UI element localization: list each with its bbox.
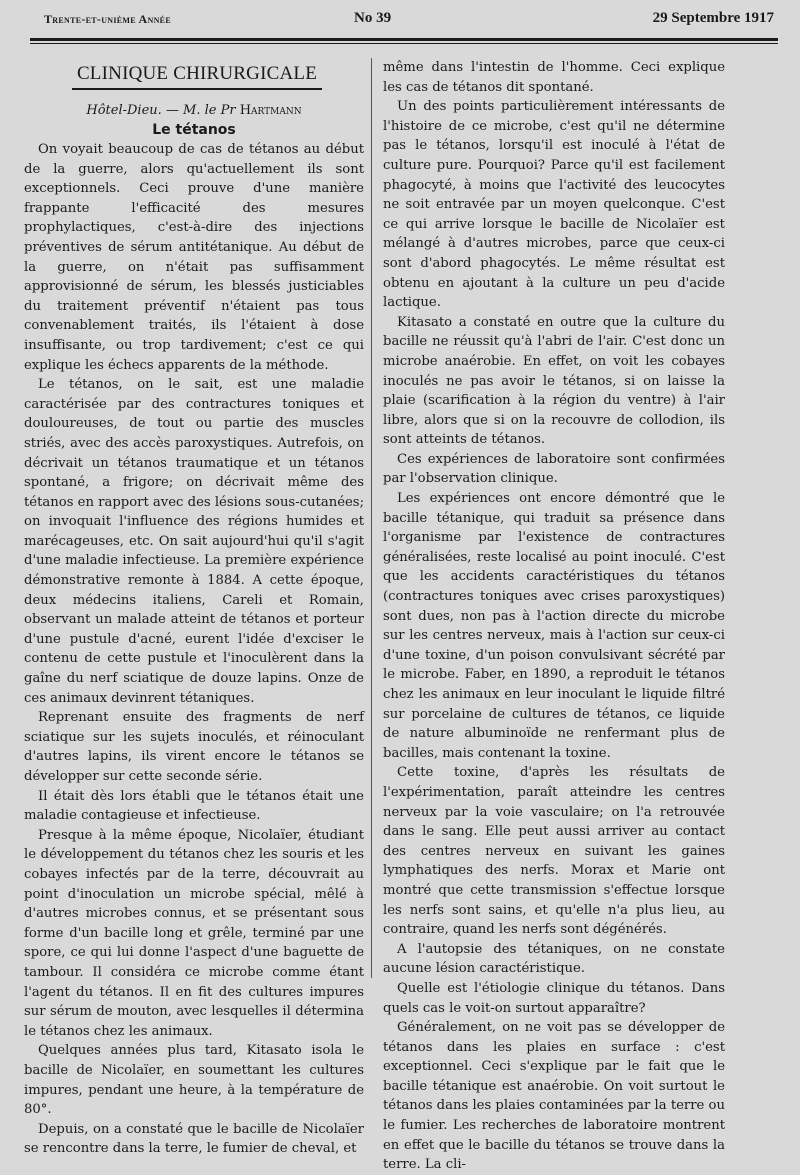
issue-date: 29 Septembre 1917 (652, 10, 774, 26)
paragraph: Il était dès lors établi que le tétanos était une maladie contagieuse et infectieuse. (24, 788, 364, 824)
paragraph: Un des points particulièrement intéressants de l'histoire de ce microbe, c'est qu'il ne détermine pas le tétanos, lorsqu'il est inoculé à l'état de culture pure. Pourquoi? Parce qu'il est facilement phagocyté, à moins que l'activité des leucocytes ne soit entravée par un moyen quelconque. C'est ce qui arrive lorsque le bacille de Nicolaïer est mélangé à d'autres microbes, parce que ceux-ci sont d'abord phagocytés. Le même résultat est obtenu en ajoutant à la culture un peu d'acide lactique. (383, 99, 725, 311)
paragraph: Reprenant ensuite des fragments de nerf sciatique sur les sujets inoculés, et réinoculant d'autres lapins, ils virent encore le tétanos se développer sur cette seconde série. (24, 710, 364, 784)
paragraph: On voyait beaucoup de cas de tétanos au début de la guerre, alors qu'actuellement ils sont exceptionnels. Ceci prouve d'une manière frappante l'efficacité des mesures prophylactiques, c'est-à-dire des injections préventives de sérum antitétanique. Au début de la guerre, on n'était pas suffisamment approvisionné de sérum, les blessés justiciables du traitement préventif n'étaient pas tous convenablement traités, ils l'étaient à dose insuffisante, ou trop tardivement; c'est ce qui explique les échecs apparents de la méthode. (24, 142, 364, 373)
paragraph: Ces expériences de laboratoire sont confirmées par l'observation clinique. (383, 451, 725, 487)
issue-number: No 39 (354, 10, 392, 26)
paragraph: Généralement, on ne voit pas se développer de tétanos dans les plaies en surface : c'est exceptionnel. Ceci s'explique par le fait que le bacille tétanique est anaérobie. On voit surtout le tétanos dans les plaies contaminées par la terre ou le fumier. Les recherches de laboratoire montrent en effet que le bacille du tétanos se trouve dans la terre. La cli- (383, 1020, 725, 1173)
paragraph: même dans l'intestin de l'homme. Ceci explique les cas de tétanos dit spontané. (383, 60, 725, 95)
header-rule (30, 38, 778, 41)
byline-author: Hartmann (239, 103, 302, 118)
page-header (44, 8, 774, 34)
paragraph: Le tétanos, on le sait, est une maladie caractérisée par des contractures toniques et douloureuses, de tout ou partie des muscles striés, avec des accès paroxystiques. Autrefois, on décrivait un tétanos traumatique et un tétanos spontané, a frigore; on décrivait même des tétanos en rapport avec des lésions sous-cutanées; on invoquait l'influence des régions humides et marécageuses, etc. On sait aujourd'hui qu'il s'agit d'une maladie infectieuse. La première expérience démonstrative remonte à 1884. A cette époque, deux médecins italiens, Careli et Romain, observant un malade atteint de tétanos et porteur d'une pustule d'acné, eurent l'idée d'exciser le contenu de cette pustule et l'inoculèrent dans la gaîne du nerf sciatique de douze lapins. Onze de ces animaux devinrent tétaniques. (24, 377, 365, 706)
article-title: Le tétanos (152, 122, 236, 138)
paragraph: A l'autopsie des tétaniques, on ne constate aucune lésion caractéristique. (383, 941, 725, 977)
section-rubric: CLINIQUE CHIRURGICALE (72, 60, 322, 90)
paragraph: Presque à la même époque, Nicolaïer, étudiant le développement du tétanos chez les souris et les cobayes infectés par de la terre, découvrait au point d'inoculation un microbe spécial, mêlé à d'autres microbes connus, et se présentant sous forme d'un bacille long et grêle, terminé par une spore, ce qui lui donne l'aspect d'une baguette de tambour. Il considéra ce microbe comme étant l'agent du tétanos. Il en fit des cultures impures sur sérum de mouton, avec lesquelles il détermina le tétanos chez les animaux. (24, 827, 364, 1039)
paragraph: Kitasato a constaté en outre que la culture du bacille ne réussit qu'à l'abri de l'air. C'est donc un microbe anaérobie. En effet, on voit les cobayes inoculés ne pas avoir le tétanos, si on laisse la plaie (scarification à la région du ventre) à l'air libre, alors que si on la recouvre de collodion, ils sont atteints de tétanos. (383, 314, 725, 448)
paragraph: Les expériences ont encore démontré que le bacille tétanique, qui traduit sa présence dans l'organisme par l'existence de contractures généralisées, reste localisé au point inoculé. C'est que les accidents caractéristiques du tétanos (contractures toniques avec crises paroxystiques) sont dues, non pas à l'action directe du microbe sur les centres nerveux, mais à l'action sur ceux-ci d'une toxine, d'un poison convulsivant sécrété par le microbe. Faber, en 1890, a reproduit le tétanos chez les animaux en leur inoculant le liquide filtré sur porcelaine de cultures de tétanos, ce liquide de nature albuminoïde ne renfermant plus de bacilles, mais contenant la toxine. (383, 491, 725, 761)
left-column (24, 58, 364, 1159)
paragraph: Cette toxine, d'après les résultats de l'expérimentation, paraît atteindre les centres nerveux par la voie vasculaire; on l'a retrouvée dans le sang. Elle peut aussi arriver au contact des centres nerveux en suivant les gaines lymphatiques des nerfs. Morax et Marie ont montré que cette transmission s'effectue lorsque les nerfs sont sains, et qu'elle n'a plus lieu, au contraire, quand les nerfs sont dégénérés. (383, 765, 725, 938)
byline (24, 102, 364, 120)
journal-year: Trente-et-unième Année (44, 12, 171, 26)
paragraph: Depuis, on a constaté que le bacille de Nicolaïer se rencontre dans la terre, le fumier de cheval, et (24, 1121, 364, 1157)
paragraph: Quelle est l'étiologie clinique du tétanos. Dans quels cas le voit-on surtout apparaître? (383, 980, 725, 1016)
paragraph: Quelques années plus tard, Kitasato isola le bacille de Nicolaïer, en soumettant les cultures impures, pendant une heure, à la température de 80°. (24, 1043, 364, 1118)
byline-dash: — M. le Pr (161, 103, 240, 118)
right-column (383, 58, 725, 1175)
byline-place: Hôtel-Dieu. (86, 103, 162, 118)
column-divider (371, 58, 372, 978)
header-rule-thin (30, 43, 778, 44)
